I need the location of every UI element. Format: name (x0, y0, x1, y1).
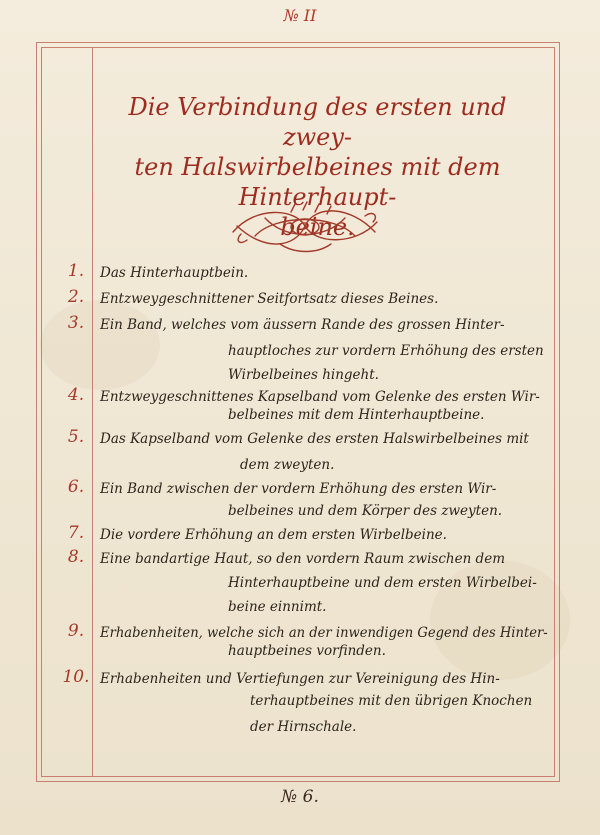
title-line-2: ten Halswirbelbeines mit dem Hinterhaupt- (134, 153, 501, 211)
item-text: hauptbeines vorfinden. (228, 643, 386, 659)
item-number: 1. (67, 261, 85, 281)
title-line-3: beine. (280, 213, 355, 241)
item-number: 8. (67, 547, 85, 567)
item-text: Erhabenheiten und Vertiefungen zur Vereinigung des Hin- (100, 671, 500, 687)
item-text: belbeines und dem Körper des zweyten. (228, 503, 503, 519)
item-text: terhauptbeines mit den übrigen Knochen (250, 693, 533, 709)
item-text: Entzweygeschnittener Seitfortsatz dieses Beines. (100, 291, 439, 307)
item-number: 3. (67, 313, 85, 333)
item-text: hauptloches zur vordern Erhöhung des ersten (228, 343, 544, 359)
item-text: Entzweygeschnittenes Kapselband vom Gelenke des ersten Wir- (100, 389, 540, 405)
item-text: dem zweyten. (240, 457, 335, 473)
item-number: 4. (67, 385, 85, 405)
calligraphic-flourish-icon (225, 196, 385, 258)
item-text: Ein Band, welches vom äussern Rande des grossen Hinter- (100, 317, 505, 333)
item-text: Wirbelbeines hingeht. (228, 367, 379, 383)
item-number: 7. (67, 523, 85, 543)
item-text: der Hirnschale. (250, 719, 357, 735)
item-text: beine einnimt. (228, 599, 327, 615)
item-text: belbeines mit dem Hinterhauptbeine. (228, 407, 485, 423)
item-text: Die vordere Erhöhung an dem ersten Wirbelbeine. (100, 527, 447, 543)
item-number: 2. (67, 287, 85, 307)
page-number-bottom: № 6. (281, 787, 319, 807)
item-text: Erhabenheiten, welche sich an der inwendigen Gegend des Hinter- (100, 625, 548, 641)
item-number: 9. (67, 621, 85, 641)
item-text: Ein Band zwischen der vordern Erhöhung des ersten Wir- (100, 481, 497, 497)
item-text: Das Kapselband vom Gelenke des ersten Halswirbelbeines mit (100, 431, 529, 447)
page-number-top: № II (283, 6, 317, 25)
item-text: Eine bandartige Haut, so den vordern Raum zwischen dem (100, 551, 505, 567)
item-text: Das Hinterhauptbein. (100, 265, 249, 281)
item-number: 6. (67, 477, 85, 497)
title-line-1: Die Verbindung des ersten und zwey- (128, 93, 507, 151)
item-number: 5. (67, 427, 85, 447)
item-text: Hinterhauptbeine und dem ersten Wirbelbei- (228, 575, 537, 591)
item-number: 10. (62, 667, 90, 687)
